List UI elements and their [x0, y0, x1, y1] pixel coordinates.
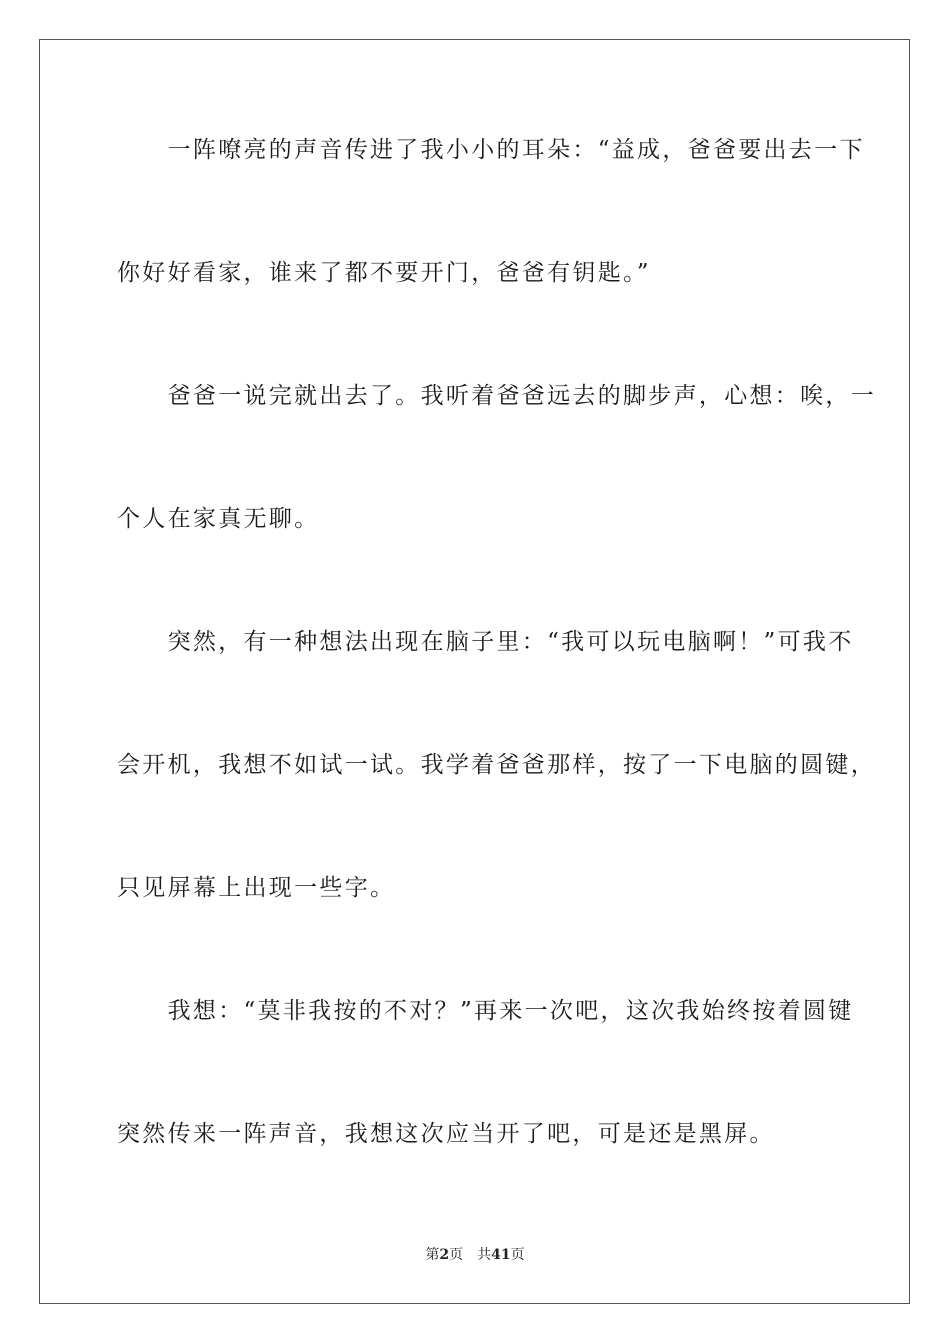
total-prefix: 共 [477, 1247, 492, 1263]
total-suffix: 页 [510, 1247, 525, 1263]
total-pages: 41 [491, 1247, 511, 1263]
body-line-7: 只见屏幕上出现一些字。 [117, 875, 396, 901]
page-suffix: 页 [449, 1247, 464, 1263]
page-footer [0, 1245, 950, 1265]
body-line-1: 一阵嘹亮的声音传进了我小小的耳朵：“益成，爸爸要出去一下 [117, 137, 865, 163]
page-border [39, 39, 910, 1304]
body-line-2: 你好好看家，谁来了都不要开门，爸爸有钥匙。” [117, 260, 651, 286]
page-number: 2 [439, 1247, 450, 1263]
body-line-8: 我想：“莫非我按的不对？”再来一次吧，这次我始终按着圆键 [117, 998, 854, 1024]
page-prefix: 第 [425, 1247, 440, 1263]
body-line-3: 爸爸一说完就出去了。我听着爸爸远去的脚步声，心想：唉，一 [117, 383, 876, 409]
body-line-6: 会开机，我想不如试一试。我学着爸爸那样，按了一下电脑的圆键， [117, 752, 876, 778]
body-line-5: 突然，有一种想法出现在脑子里：“我可以玩电脑啊！”可我不 [117, 629, 854, 655]
body-line-4: 个人在家真无聊。 [117, 506, 320, 532]
body-line-9: 突然传来一阵声音，我想这次应当开了吧，可是还是黑屏。 [117, 1121, 775, 1147]
